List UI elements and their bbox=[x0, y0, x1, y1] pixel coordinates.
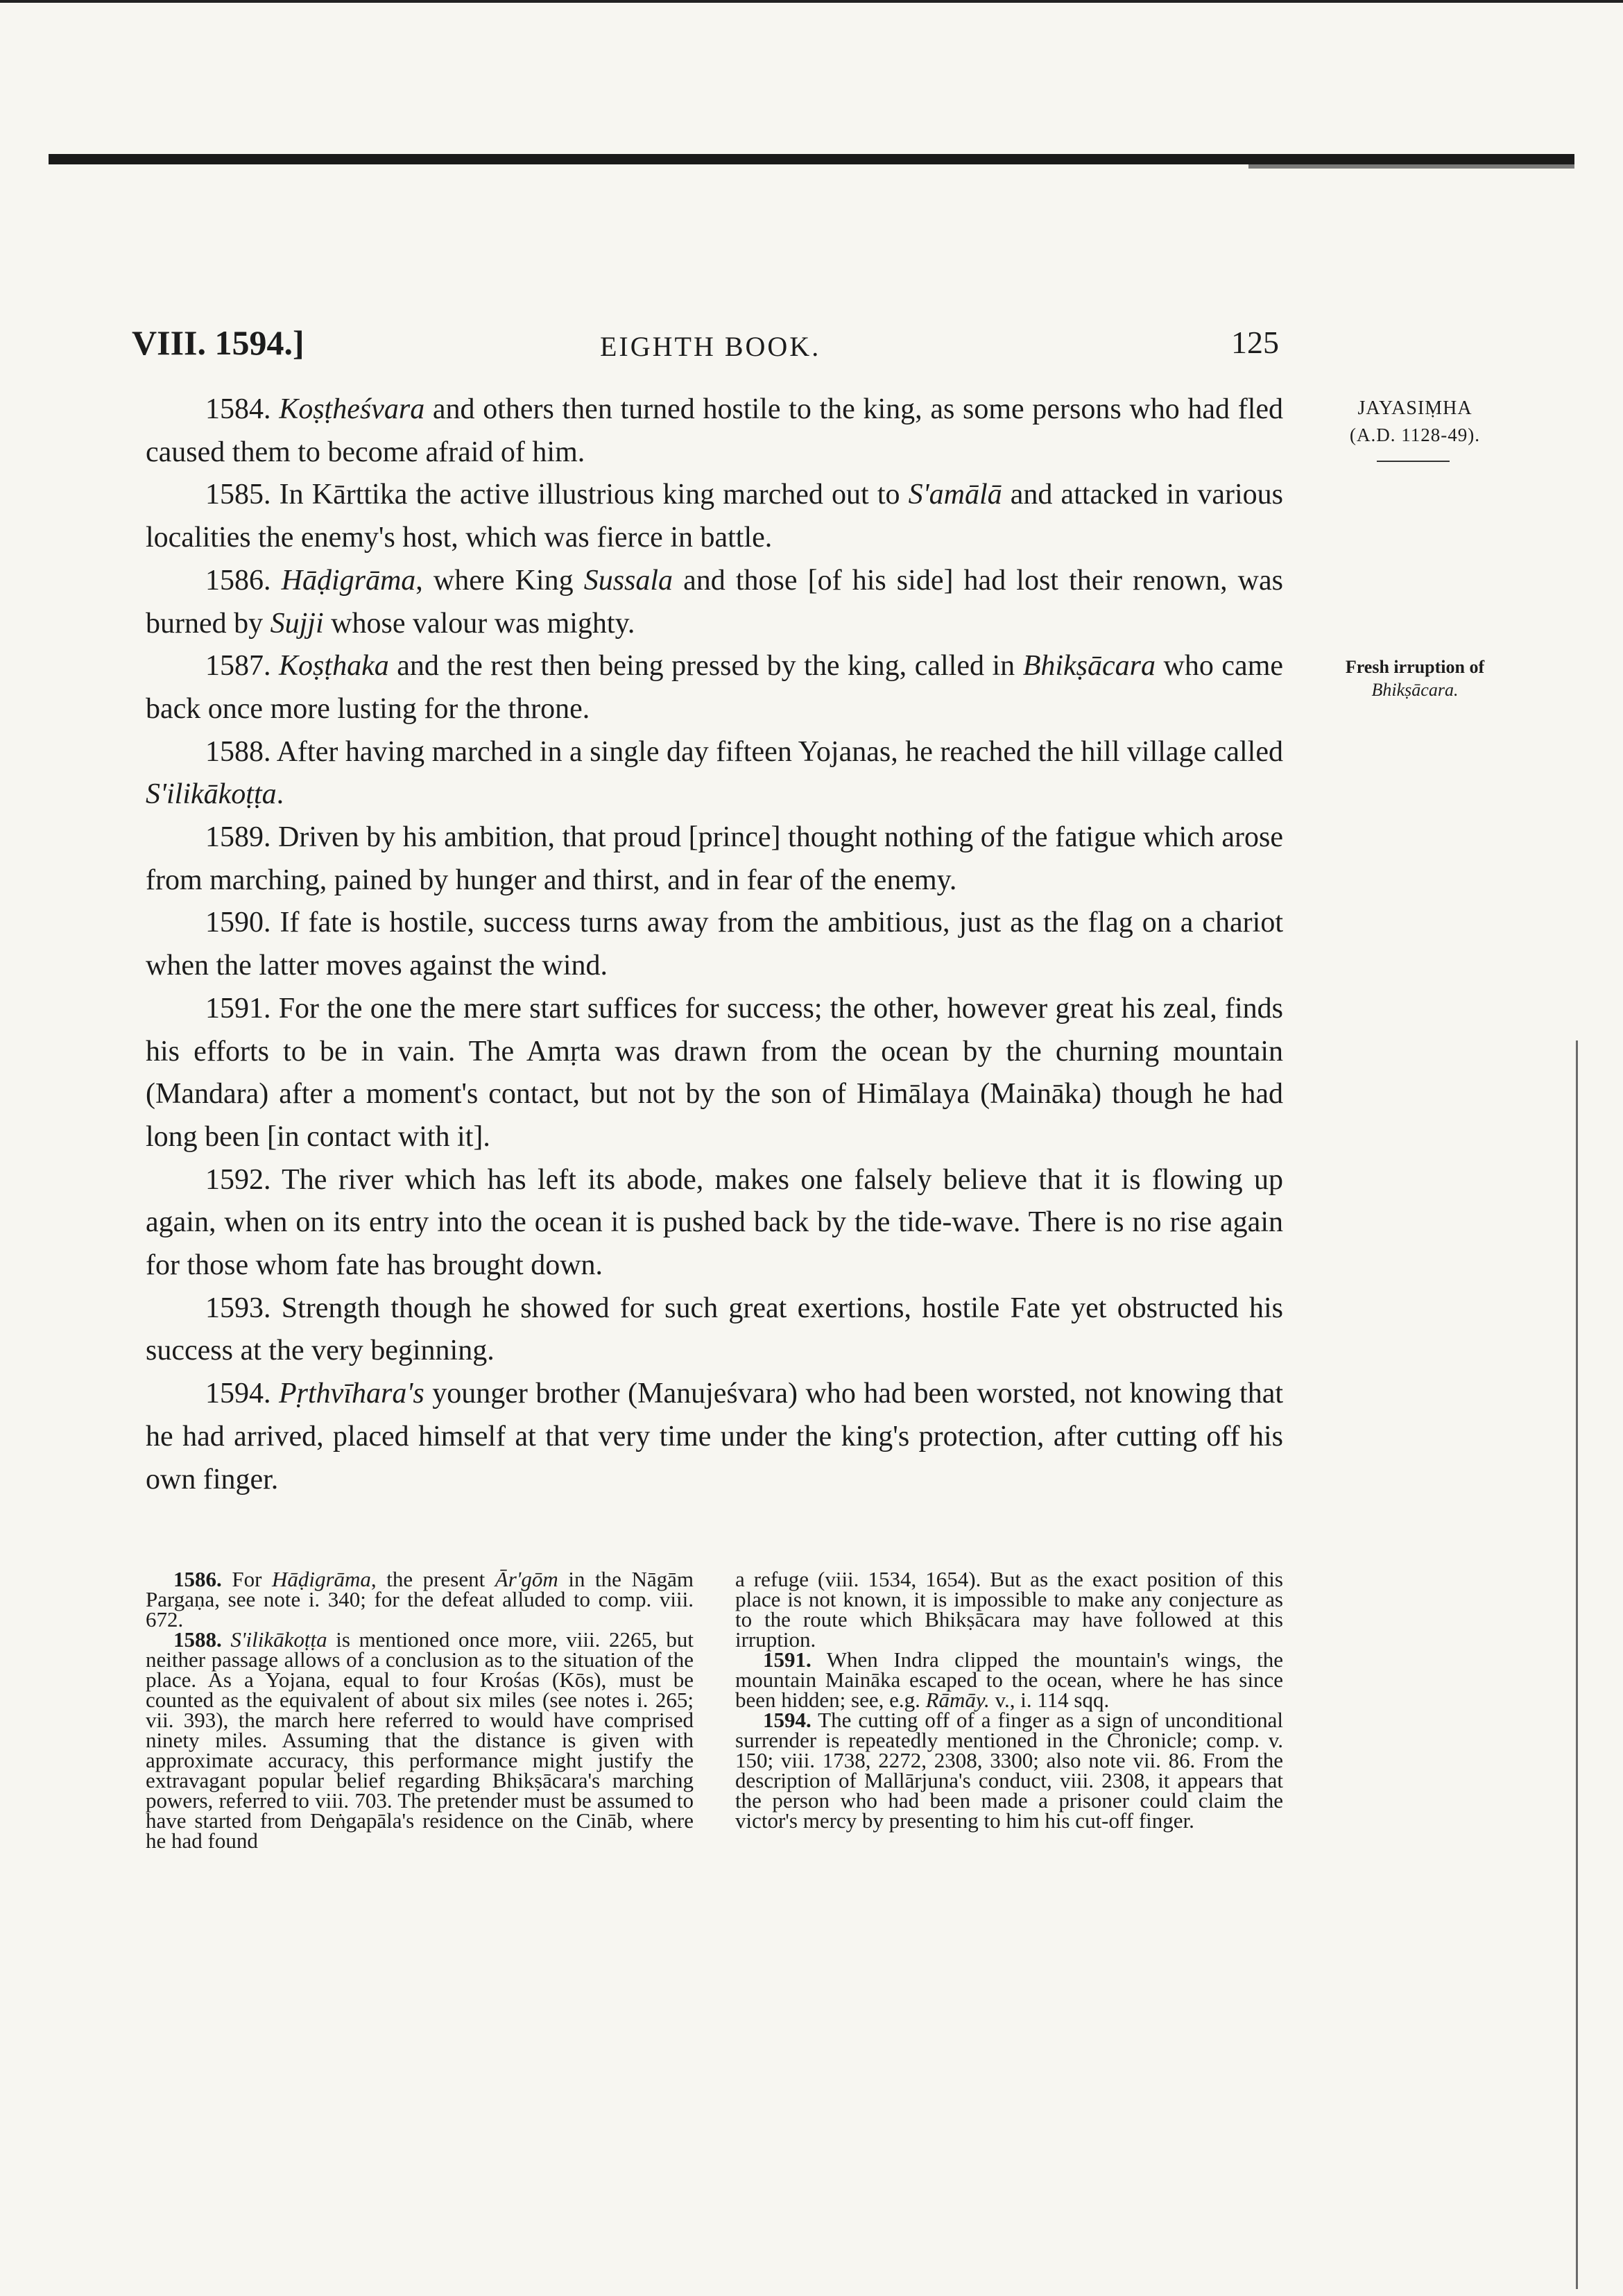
verse-body: In Kārttika the active illustrious king marched out to bbox=[279, 479, 909, 511]
verse-number: 1591. bbox=[205, 992, 271, 1025]
footnote-italic: Rāmāy. bbox=[925, 1688, 990, 1712]
running-head-title: EIGHTH BOOK. bbox=[600, 331, 821, 362]
margin-topic-line1: Fresh irruption of bbox=[1345, 657, 1485, 677]
footnote-text: is mentioned once more, viii. 2265, but neither passage allows of a conclusion as to the situation of the place. As a Yojana, equal to four Krośas (Kōs), must be counted as the equivalent of about six miles (see notes i. 265; vii. 393), the march here referred to would have comprised ninety miles. Assuming that the distance is given with approximate accuracy, this performance might justify the extravagant popular belief regarding Bhikṣācara's marching powers, referred to viii. 703. The pretender must be assumed to have started from Deṅgapāla's residence on the Cināb, where he had found bbox=[146, 1627, 694, 1853]
verse-number: 1590. bbox=[205, 907, 271, 939]
verse-1585 bbox=[146, 474, 1283, 559]
footnote-italic: Hāḍigrāma bbox=[271, 1567, 371, 1591]
footnote-text: v., i. 114 sqq. bbox=[989, 1688, 1110, 1712]
verse-1584 bbox=[146, 388, 1283, 474]
verse-number: 1592. bbox=[205, 1163, 271, 1196]
margin-ruler-name: JAYASIṂHA bbox=[1357, 397, 1472, 419]
verse-body: and the rest then being pressed by the king, called in bbox=[388, 650, 1023, 683]
footnote-text: For bbox=[232, 1567, 272, 1591]
margin-topic-note bbox=[1314, 656, 1515, 701]
margin-ruler-note bbox=[1321, 395, 1509, 448]
verse-number: 1584. bbox=[205, 393, 271, 425]
scan-top-edge bbox=[0, 0, 1623, 3]
verse-body: whose valour was mighty. bbox=[323, 607, 635, 640]
margin-topic-line2: Bhikṣācara. bbox=[1371, 680, 1459, 700]
verse-1594 bbox=[146, 1373, 1283, 1501]
page-edge-mark bbox=[1576, 1040, 1578, 2289]
footnote-text: When Indra clipped the mountain's wings, the mountain Maināka escaped to the ocean, where he has since been hidden; see, e.g. bbox=[735, 1647, 1283, 1712]
footnote-text: in the Nāgām Pargaṇa, see note i. 340; for the defeat alluded to comp. viii. 672. bbox=[146, 1567, 694, 1631]
verse-number: 1587. bbox=[205, 650, 271, 683]
footnote-text: The cutting off of a finger as a sign of unconditional surrender is repeatedly mentioned in the Chronicle; comp. v. 150; viii. 1738, 2272, 2308, 3300; also note vii. 86. From the description of Mallārjuna's conduct, viii. 2308, it appears that the person who had been made a prisoner could claim the victor's mercy by presenting to him his cut-off finger. bbox=[735, 1708, 1283, 1833]
verse-number: 1586. bbox=[205, 564, 271, 597]
footnote-number: 1594. bbox=[763, 1708, 812, 1732]
verse-number: 1594. bbox=[205, 1378, 271, 1410]
verse-italic: Koṣṭhaka bbox=[279, 650, 389, 683]
verse-italic: Bhikṣācara bbox=[1022, 650, 1156, 683]
verse-body: . bbox=[276, 778, 284, 811]
verse-italic: Sujji bbox=[270, 607, 324, 640]
verse-body: The river which has left its abode, makes one falsely believe that it is flowing up again, when on its entry into the ocean it is pushed back by the tide-wave. There is no rise again for those whom fate has brought down. bbox=[146, 1163, 1283, 1282]
verse-body: Driven by his ambition, that proud [prince] thought nothing of the fatigue which arose from marching, pained by hunger and thirst, and in fear of the enemy. bbox=[146, 821, 1284, 896]
footnote-1594 bbox=[735, 1710, 1283, 1831]
verse-text bbox=[146, 388, 1283, 1501]
header-rule-shadow bbox=[1248, 164, 1574, 169]
footnote-number: 1591. bbox=[763, 1647, 812, 1672]
verse-1589 bbox=[146, 816, 1283, 902]
verse-number: 1588. bbox=[205, 735, 271, 768]
footnote-italic: Ārʹgōm bbox=[495, 1567, 558, 1591]
margin-ruler-dates: (A.D. 1128-49). bbox=[1350, 425, 1480, 445]
verse-body: younger brother (Manujeśvara) who had been worsted, not knowing that he had arrived, placed himself at that very time under the king's protection, after cutting off his own finger. bbox=[146, 1378, 1283, 1496]
verse-body: After having marched in a single day fifteen Yojanas, he reached the hill village called bbox=[276, 735, 1283, 768]
verse-1590 bbox=[146, 902, 1283, 987]
footnote-1591 bbox=[735, 1647, 1283, 1712]
verse-1587 bbox=[146, 645, 1283, 730]
footnotes-left-column bbox=[146, 1569, 694, 1851]
verse-1591 bbox=[146, 988, 1283, 1159]
verse-1588 bbox=[146, 731, 1283, 816]
verse-1592 bbox=[146, 1159, 1283, 1287]
footnote-text: , the present bbox=[370, 1567, 495, 1591]
verse-body: who came back once more lusting for the throne. bbox=[146, 650, 1284, 725]
verse-body: If fate is hostile, success turns away from the ambitious, just as the flag on a chariot when the latter moves against the wind. bbox=[146, 907, 1283, 982]
footnote-1588-continued: a refuge (viii. 1534, 1654). But as the exact position of this place is not known, it is impossible to make any conjecture as to the route which Bhikṣācara may have followed at this irruption. bbox=[735, 1567, 1283, 1652]
verse-body: For the one the mere start suffices for success; the other, however great his zeal, finds his efforts to be in vain. The Amṛta was drawn from the ocean by the churning mountain (Mandara) after a moment's contact, but not by the son of Himālaya (Maināka) though he had long been [in contact with it]. bbox=[146, 992, 1284, 1153]
footnote-number: 1586. bbox=[173, 1567, 222, 1591]
verse-1586 bbox=[146, 560, 1283, 645]
running-head-reference: VIII. 1594.] bbox=[132, 323, 304, 362]
verse-1593 bbox=[146, 1287, 1283, 1373]
page-number: 125 bbox=[1231, 325, 1279, 360]
verse-body: and those [of his side] had lost their renown, was burned by bbox=[146, 564, 1283, 640]
footnote-1586 bbox=[146, 1569, 694, 1629]
footnote-1588 bbox=[146, 1629, 694, 1851]
verse-italic: Sussala bbox=[583, 564, 673, 597]
footnote-number: 1588. bbox=[173, 1627, 222, 1652]
verse-body: , where King bbox=[415, 564, 584, 597]
footnotes-right-column bbox=[735, 1569, 1283, 1831]
header-rule bbox=[49, 154, 1574, 164]
verse-body: and others then turned hostile to the king, as some persons who had fled caused them to become afraid of him. bbox=[146, 393, 1284, 468]
verse-italic: S'amālā bbox=[908, 479, 1002, 511]
verse-italic: Hāḍigrāma bbox=[281, 564, 416, 597]
verse-body: Strength though he showed for such great exertions, hostile Fate yet obstructed his success at the very beginning. bbox=[146, 1292, 1283, 1367]
verse-italic: S'ilikākoṭṭa bbox=[146, 778, 277, 811]
margin-rule bbox=[1377, 461, 1450, 462]
verse-number: 1589. bbox=[205, 821, 271, 854]
verse-number: 1585. bbox=[205, 479, 271, 511]
verse-number: 1593. bbox=[205, 1292, 271, 1324]
footnote-italic: S'ilikākoṭṭa bbox=[230, 1627, 327, 1652]
verse-italic: Koṣṭheśvara bbox=[279, 393, 425, 425]
verse-italic: Pṛthvīhara's bbox=[279, 1378, 424, 1410]
verse-body: and attacked in various localities the enemy's host, which was fierce in battle. bbox=[146, 479, 1284, 554]
